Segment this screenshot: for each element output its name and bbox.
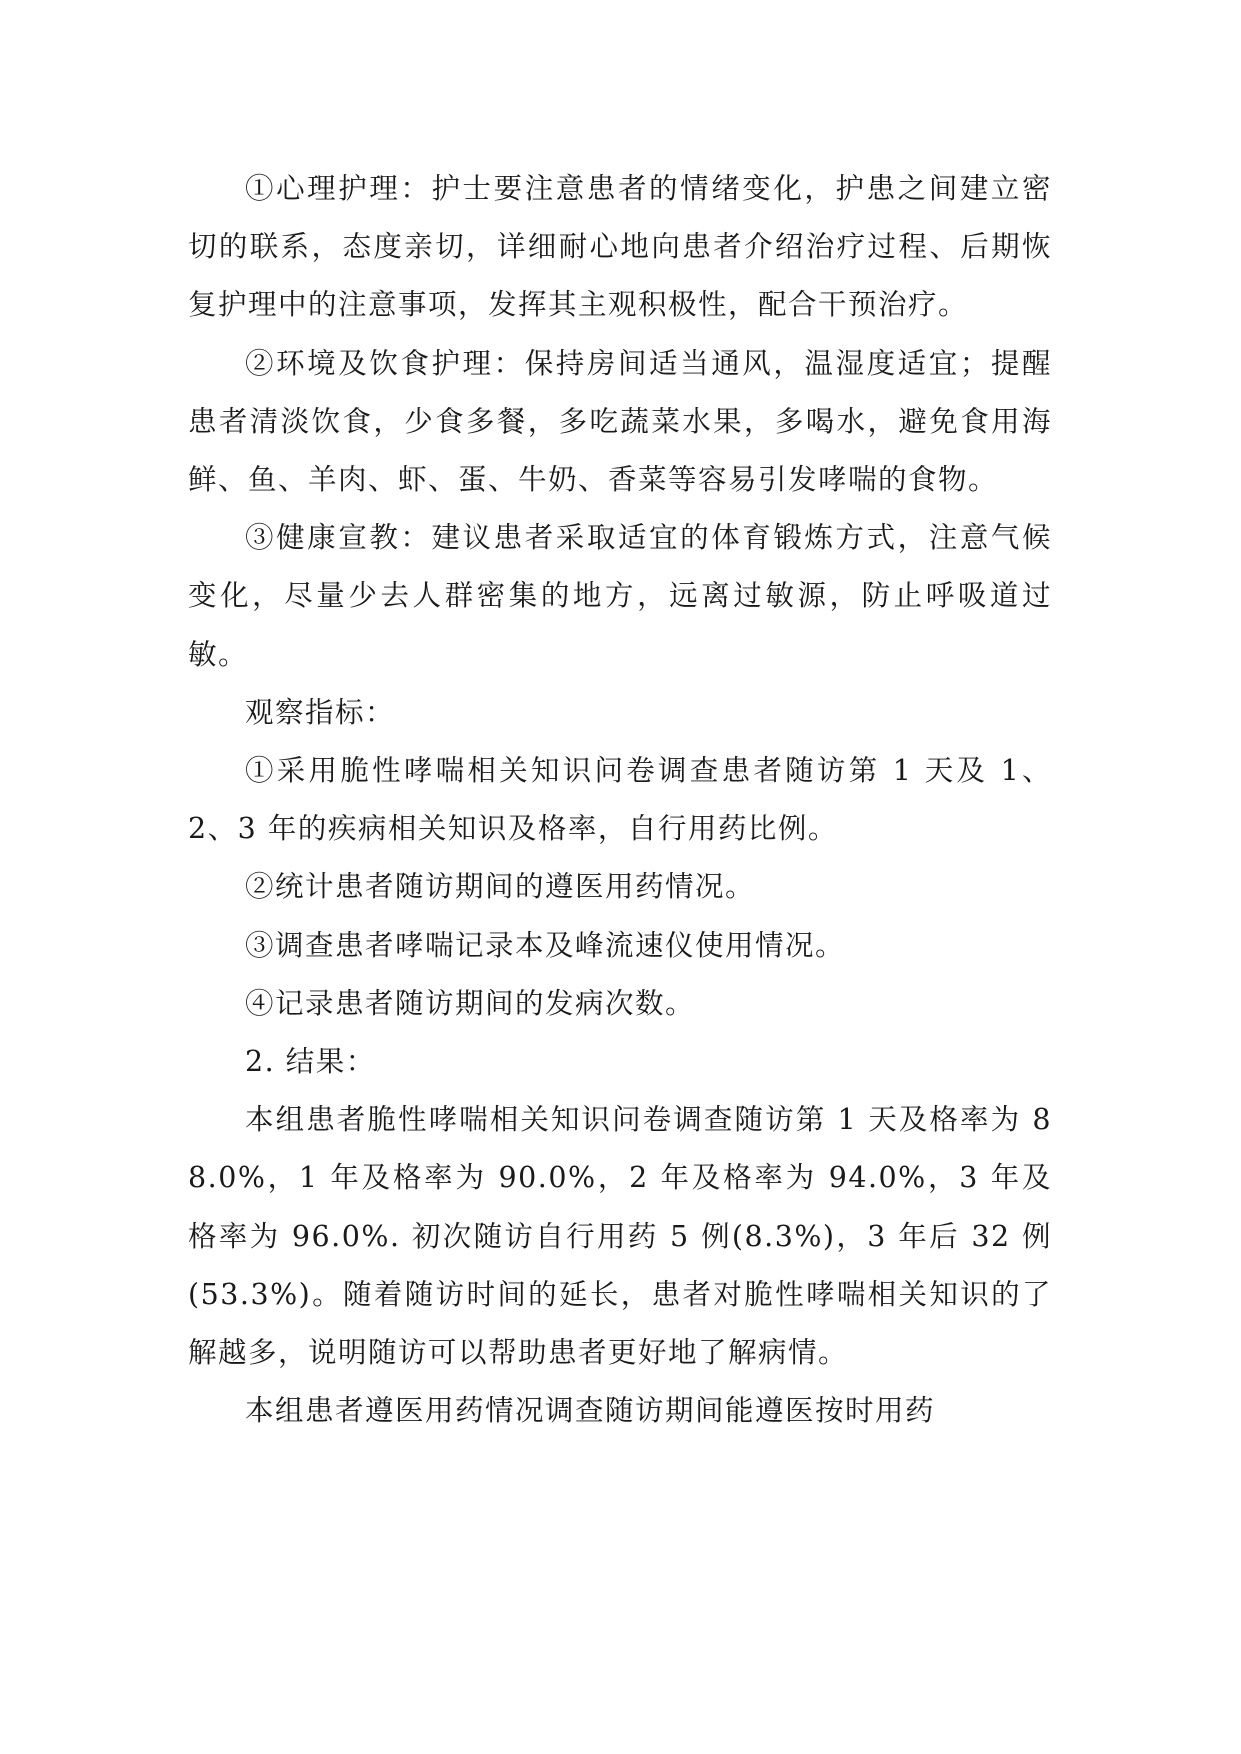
paragraph-environment-diet-care: ②环境及饮食护理：保持房间适当通风，温湿度适宜；提醒患者清淡饮食，少食多餐，多吃蔬菜水果，多喝水，避免食用海鲜、鱼、羊肉、虾、蛋、牛奶、香菜等容易引发哮喘的食物。 xyxy=(188,346,1052,497)
paragraph-observation-item-1: ①采用脆性哮喘相关知识问卷调查患者随访第 1 天及 1、2、3 年的疾病相关知识及格率，自行用药比例。 xyxy=(188,754,1052,846)
document-body xyxy=(188,160,1052,1440)
paragraph-observation-heading: 观察指标： xyxy=(245,695,396,729)
paragraph-results-heading: 2. 结果： xyxy=(245,1045,376,1079)
paragraph-results-knowledge: 本组患者脆性哮喘相关知识问卷调查随访第 1 天及格率为 88.0%，1 年及格率为 90.0%，2 年及格率为 94.0%，3 年及格率为 96.0%. 初次随访自行用药 5 例(8.3%)，3 年后 32 例(53.3%)。随着随访时间的延长，患者对脆性哮喘相关知识的了解越多，说明随访可以帮助患者更好地了解病情。 xyxy=(188,1103,1052,1370)
paragraph-observation-item-3: ③调查患者哮喘记录本及峰流速仪使用情况。 xyxy=(245,928,846,962)
paragraph-results-medication: 本组患者遵医用药情况调查随访期间能遵医按时用药 xyxy=(245,1394,936,1428)
paragraph-observation-item-4: ④记录患者随访期间的发病次数。 xyxy=(245,986,696,1020)
paragraph-observation-item-2: ②统计患者随访期间的遵医用药情况。 xyxy=(245,870,756,904)
paragraph-health-education: ③健康宣教：建议患者采取适宜的体育锻炼方式，注意气候变化，尽量少去人群密集的地方，远离过敏源，防止呼吸道过敏。 xyxy=(188,521,1052,671)
paragraph-psychological-care: ①心理护理：护士要注意患者的情绪变化，护患之间建立密切的联系，态度亲切，详细耐心地向患者介绍治疗过程、后期恢复护理中的注意事项，发挥其主观积极性，配合干预治疗。 xyxy=(188,172,1052,322)
